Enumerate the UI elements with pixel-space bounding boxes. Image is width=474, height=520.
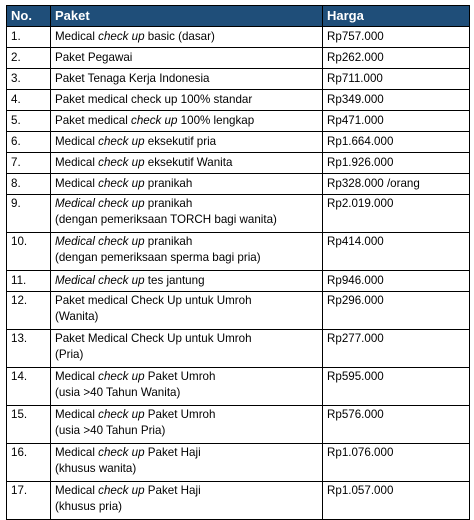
- table-row: [7, 330, 470, 368]
- paket-text-segment: check up: [98, 177, 145, 191]
- table-row: [7, 444, 470, 482]
- paket-text-segment: Paket Haji: [144, 446, 201, 459]
- paket-text-segment: (usia >40 Tahun Pria): [55, 423, 166, 437]
- paket-text-segment: (Pria): [55, 347, 84, 361]
- paket-text-segment: Medical: [55, 370, 99, 383]
- table-row: [7, 132, 470, 153]
- cell-no: 15.: [7, 406, 51, 444]
- cell-paket: [51, 69, 323, 90]
- table-row: [7, 368, 470, 406]
- cell-paket: [51, 153, 323, 174]
- cell-no: 10.: [7, 233, 51, 271]
- cell-harga: Rp414.000: [323, 233, 470, 271]
- cell-paket: [51, 271, 323, 292]
- paket-text-segment: eksekutif Wanita: [144, 156, 233, 170]
- table-row: [7, 271, 470, 292]
- paket-text-segment: Paket Tenaga Kerja Indonesia: [55, 72, 210, 86]
- cell-paket: [51, 368, 323, 406]
- cell-no: 7.: [7, 153, 51, 174]
- header-no: No.: [7, 6, 51, 27]
- cell-no: 12.: [7, 292, 51, 330]
- paket-text-segment: Medical: [55, 177, 99, 191]
- paket-text-segment: check up: [98, 446, 145, 459]
- cell-paket: [51, 444, 323, 482]
- paket-text-segment: check up: [98, 370, 145, 383]
- paket-text-segment: (khusus wanita): [55, 461, 137, 475]
- cell-harga: Rp277.000: [323, 330, 470, 368]
- cell-paket: [51, 48, 323, 69]
- paket-text-segment: check up: [98, 484, 145, 497]
- table-row: [7, 406, 470, 444]
- cell-harga: Rp296.000: [323, 292, 470, 330]
- cell-no: 17.: [7, 482, 51, 520]
- cell-harga: Rp711.000: [323, 69, 470, 90]
- cell-harga: Rp576.000: [323, 406, 470, 444]
- cell-paket: [51, 292, 323, 330]
- cell-no: 14.: [7, 368, 51, 406]
- paket-text-segment: check up: [98, 408, 145, 421]
- paket-text-segment: Paket Umroh: [144, 370, 216, 383]
- cell-paket: [51, 330, 323, 368]
- paket-text-segment: check up: [98, 156, 145, 170]
- paket-text-segment: Medical: [55, 135, 99, 149]
- cell-harga: Rp757.000: [323, 27, 470, 48]
- cell-paket: [51, 27, 323, 48]
- cell-paket: [51, 482, 323, 520]
- table-row: [7, 27, 470, 48]
- cell-harga: Rp595.000: [323, 368, 470, 406]
- table-row: [7, 195, 470, 233]
- paket-text-segment: Medical: [55, 30, 99, 44]
- paket-text-segment: check up: [98, 135, 145, 149]
- cell-harga: Rp1.076.000: [323, 444, 470, 482]
- paket-text-segment: Medical: [55, 408, 99, 421]
- paket-text-segment: pranikah: [144, 197, 193, 210]
- cell-no: 5.: [7, 111, 51, 132]
- paket-text-segment: Paket Medical Check Up untuk Umroh: [55, 332, 252, 345]
- paket-text-segment: 100% lengkap: [177, 114, 255, 128]
- paket-text-segment: check up: [131, 114, 178, 128]
- table-row: [7, 292, 470, 330]
- cell-no: 1.: [7, 27, 51, 48]
- cell-no: 6.: [7, 132, 51, 153]
- price-table: [6, 5, 470, 520]
- paket-text-segment: Paket medical Check Up untuk Umroh: [55, 294, 252, 307]
- paket-text-segment: eksekutif pria: [144, 135, 217, 149]
- header-paket: Paket: [51, 6, 323, 27]
- cell-paket: [51, 90, 323, 111]
- paket-text-segment: Medical check up: [55, 274, 145, 288]
- paket-text-segment: Medical check up: [55, 235, 145, 248]
- paket-text-segment: Medical: [55, 156, 99, 170]
- cell-no: 9.: [7, 195, 51, 233]
- paket-text-segment: pranikah: [144, 177, 193, 191]
- cell-paket: [51, 111, 323, 132]
- paket-text-segment: check up: [98, 30, 145, 44]
- paket-text-segment: (khusus pria): [55, 499, 123, 513]
- cell-harga: Rp1.664.000: [323, 132, 470, 153]
- header-harga: Harga: [323, 6, 470, 27]
- table-row: [7, 69, 470, 90]
- paket-text-segment: (dengan pemeriksaan sperma bagi pria): [55, 250, 261, 264]
- cell-paket: [51, 195, 323, 233]
- cell-paket: [51, 233, 323, 271]
- table-row: [7, 174, 470, 195]
- cell-no: 16.: [7, 444, 51, 482]
- table-row: [7, 482, 470, 520]
- cell-no: 13.: [7, 330, 51, 368]
- cell-paket: [51, 174, 323, 195]
- cell-harga: Rp471.000: [323, 111, 470, 132]
- cell-no: 4.: [7, 90, 51, 111]
- cell-harga: Rp1.926.000: [323, 153, 470, 174]
- paket-text-segment: pranikah: [144, 235, 193, 248]
- cell-paket: [51, 406, 323, 444]
- cell-paket: [51, 132, 323, 153]
- cell-harga: Rp946.000: [323, 271, 470, 292]
- paket-text-segment: Medical: [55, 484, 99, 497]
- table-row: [7, 48, 470, 69]
- cell-no: 8.: [7, 174, 51, 195]
- paket-text-segment: Paket medical: [55, 114, 132, 128]
- paket-text-segment: Medical check up: [55, 197, 145, 210]
- cell-harga: Rp2.019.000: [323, 195, 470, 233]
- paket-text-segment: Paket Haji: [144, 484, 201, 497]
- cell-harga: Rp328.000 /orang: [323, 174, 470, 195]
- table-row: [7, 90, 470, 111]
- cell-harga: Rp262.000: [323, 48, 470, 69]
- paket-text-segment: (usia >40 Tahun Wanita): [55, 385, 181, 399]
- header-row: [7, 6, 470, 27]
- paket-text-segment: (Wanita): [55, 309, 99, 323]
- cell-no: 11.: [7, 271, 51, 292]
- cell-harga: Rp1.057.000: [323, 482, 470, 520]
- cell-no: 3.: [7, 69, 51, 90]
- table-row: [7, 233, 470, 271]
- cell-harga: Rp349.000: [323, 90, 470, 111]
- cell-no: 2.: [7, 48, 51, 69]
- table-row: [7, 153, 470, 174]
- paket-text-segment: Medical: [55, 446, 99, 459]
- table-row: [7, 111, 470, 132]
- paket-text-segment: Paket Umroh: [144, 408, 216, 421]
- paket-text-segment: (dengan pemeriksaan TORCH bagi wanita): [55, 212, 277, 226]
- paket-text-segment: Paket medical check up 100% standar: [55, 93, 253, 107]
- table-body: [7, 27, 470, 520]
- paket-text-segment: basic (dasar): [144, 30, 215, 44]
- paket-text-segment: Paket Pegawai: [55, 51, 133, 65]
- paket-text-segment: tes jantung: [144, 274, 205, 288]
